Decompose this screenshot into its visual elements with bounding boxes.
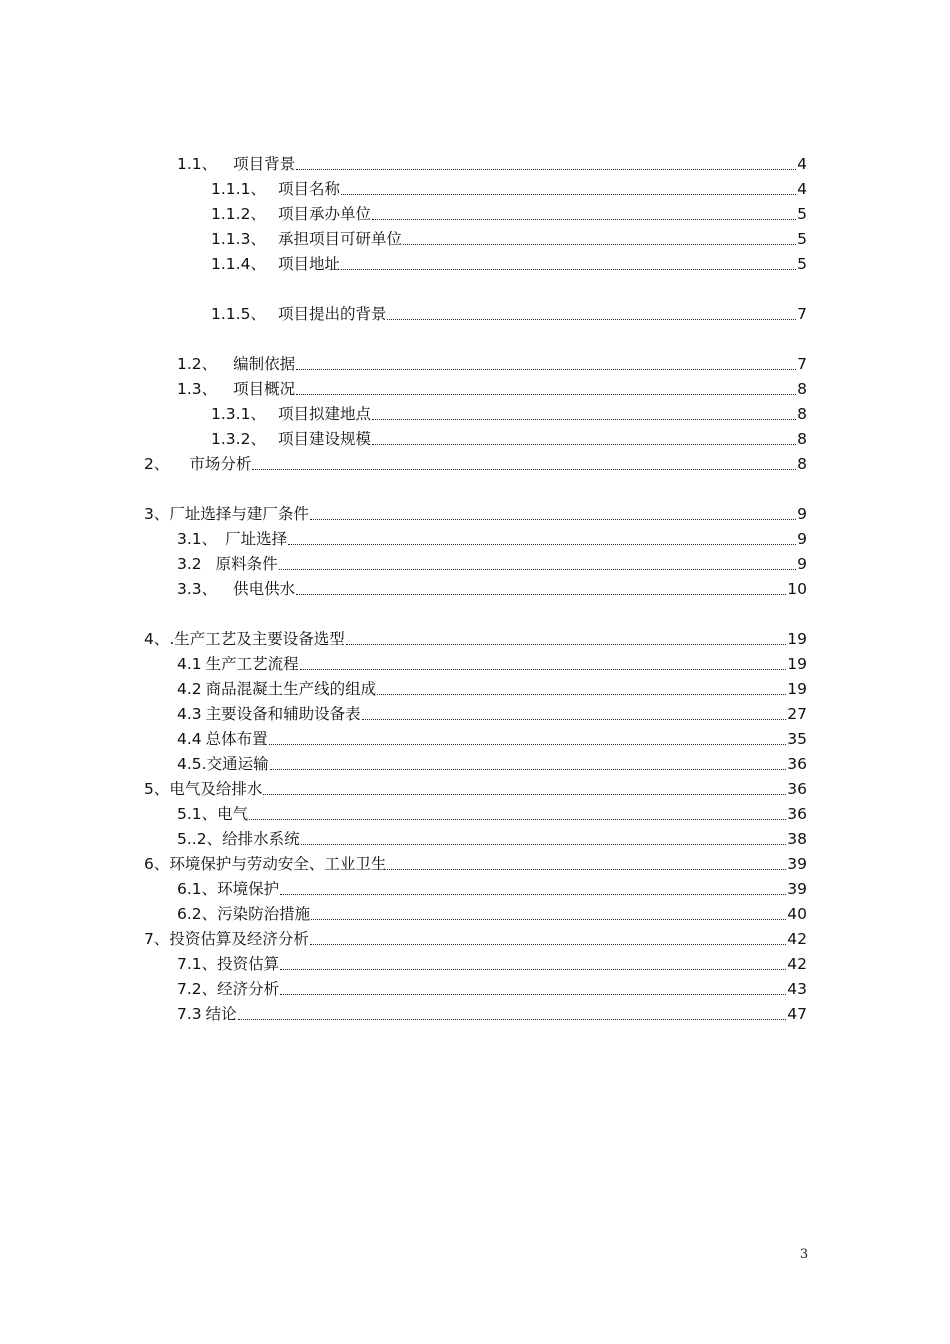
toc-entry-title: 电气 xyxy=(217,805,249,823)
toc-entry[interactable] xyxy=(177,875,807,899)
toc-entry[interactable] xyxy=(144,775,807,799)
toc-entry-number: 4.3 xyxy=(177,705,202,723)
toc-dot-leader xyxy=(301,844,787,845)
toc-entry[interactable] xyxy=(177,675,807,699)
toc-entry[interactable] xyxy=(144,625,807,649)
toc-entry-title: .生产工艺及主要设备选型 xyxy=(169,630,345,648)
toc-dot-leader xyxy=(296,169,796,170)
toc-entry-title: 总体布置 xyxy=(205,730,268,748)
toc-dot-leader xyxy=(310,944,786,945)
toc-entry-title: 主要设备和辅助设备表 xyxy=(205,705,361,723)
toc-entry-title: 承担项目可研单位 xyxy=(277,230,402,248)
toc-entry-number: 1.3.2、 xyxy=(211,430,266,448)
toc-entry-number: 3.2 xyxy=(177,555,202,573)
toc-entry[interactable] xyxy=(211,400,807,424)
toc-entry-number: 5、 xyxy=(144,780,170,798)
toc-entry-page: 10 xyxy=(787,580,807,598)
toc-entry-title: 污染防治措施 xyxy=(217,905,311,923)
toc-dot-leader xyxy=(280,969,786,970)
toc-entry-title: 结论 xyxy=(205,1005,237,1023)
toc-dot-leader xyxy=(377,694,786,695)
toc-dot-leader xyxy=(263,794,786,795)
toc-entry[interactable] xyxy=(177,650,807,674)
toc-entry-title: 项目地址 xyxy=(277,255,340,273)
toc-entry[interactable] xyxy=(211,300,807,324)
toc-entry-number: 7.3 xyxy=(177,1005,202,1023)
toc-entry-number: 6.2、 xyxy=(177,905,218,923)
toc-entry-title: 编制依据 xyxy=(233,355,296,373)
toc-dot-leader xyxy=(372,219,796,220)
toc-entry-title: 项目承办单位 xyxy=(277,205,371,223)
toc-entry[interactable] xyxy=(211,175,807,199)
toc-entry-number: 1.1.5、 xyxy=(211,305,266,323)
toc-entry-number: 6、 xyxy=(144,855,170,873)
toc-entry-number: 4.1 xyxy=(177,655,202,673)
toc-entry-page: 4 xyxy=(797,180,807,198)
toc-entry-title: 给排水系统 xyxy=(222,830,300,848)
toc-entry-page: 8 xyxy=(797,455,807,473)
toc-entry-page: 38 xyxy=(787,830,807,848)
toc-entry-page: 9 xyxy=(797,555,807,573)
toc-entry-number: 3、 xyxy=(144,505,170,523)
toc-entry-page: 9 xyxy=(797,530,807,548)
toc-entry[interactable] xyxy=(177,700,807,724)
toc-entry-number: 4、 xyxy=(144,630,170,648)
toc-entry-title: 投资估算 xyxy=(217,955,280,973)
toc-entry-page: 47 xyxy=(787,1005,807,1023)
toc-dot-leader xyxy=(300,669,787,670)
toc-entry-title: 项目名称 xyxy=(277,180,340,198)
toc-entry-page: 9 xyxy=(797,505,807,523)
toc-entry-page: 19 xyxy=(787,655,807,673)
toc-dot-leader xyxy=(280,894,786,895)
toc-dot-leader xyxy=(310,519,796,520)
toc-entry-title: 原料条件 xyxy=(215,555,278,573)
toc-entry-page: 39 xyxy=(787,880,807,898)
toc-entry-title: 投资估算及经济分析 xyxy=(169,930,309,948)
toc-entry-page: 7 xyxy=(797,305,807,323)
toc-entry-title: 电气及给排水 xyxy=(169,780,263,798)
toc-entry-title: 环境保护 xyxy=(217,880,280,898)
toc-entry-number: 4.2 xyxy=(177,680,202,698)
toc-entry-page: 35 xyxy=(787,730,807,748)
toc-entry-page: 40 xyxy=(787,905,807,923)
toc-entry-title: 生产工艺流程 xyxy=(205,655,299,673)
toc-entry[interactable] xyxy=(177,150,807,174)
toc-entry[interactable] xyxy=(177,1000,807,1024)
toc-dot-leader xyxy=(288,544,796,545)
toc-dot-leader xyxy=(270,769,787,770)
toc-entry[interactable] xyxy=(211,425,807,449)
toc-entry-title: 项目提出的背景 xyxy=(277,305,387,323)
toc-dot-leader xyxy=(372,419,796,420)
toc-entry-page: 5 xyxy=(797,230,807,248)
toc-entry[interactable] xyxy=(177,950,807,974)
toc-entry-number: 1.1.4、 xyxy=(211,255,266,273)
toc-dot-leader xyxy=(296,594,786,595)
toc-entry-number: 1.1.1、 xyxy=(211,180,266,198)
toc-entry[interactable] xyxy=(211,225,807,249)
toc-entry-page: 4 xyxy=(797,155,807,173)
toc-entry[interactable] xyxy=(177,800,807,824)
toc-entry-number: 1.1.2、 xyxy=(211,205,266,223)
toc-entry-page: 42 xyxy=(787,930,807,948)
toc-dot-leader xyxy=(387,319,796,320)
toc-entry-number: 7.2、 xyxy=(177,980,218,998)
toc-entry-number: 1.2、 xyxy=(177,355,218,373)
toc-dot-leader xyxy=(341,194,796,195)
toc-entry-title: 商品混凝土生产线的组成 xyxy=(205,680,377,698)
toc-entry-number: 7、 xyxy=(144,930,170,948)
toc-entry-page: 42 xyxy=(787,955,807,973)
toc-entry-number: 6.1、 xyxy=(177,880,218,898)
toc-entry[interactable] xyxy=(144,500,807,524)
toc-entry[interactable] xyxy=(177,725,807,749)
toc-dot-leader xyxy=(403,244,796,245)
toc-dot-leader xyxy=(249,819,786,820)
toc-entry[interactable] xyxy=(177,750,807,774)
toc-entry-number: 1.3.1、 xyxy=(211,405,266,423)
toc-entry[interactable] xyxy=(177,550,807,574)
toc-entry-number: 4.4 xyxy=(177,730,202,748)
toc-dot-leader xyxy=(296,394,796,395)
toc-entry-page: 19 xyxy=(787,630,807,648)
toc-entry[interactable] xyxy=(177,525,807,549)
toc-entry-number: 3.3、 xyxy=(177,580,218,598)
toc-entry[interactable] xyxy=(177,825,807,849)
toc-entry-title: 项目建设规模 xyxy=(277,430,371,448)
toc-dot-leader xyxy=(362,719,787,720)
toc-entry-number: 1.1、 xyxy=(177,155,218,173)
toc-entry-title: 项目拟建地点 xyxy=(277,405,371,423)
toc-entry-page: 7 xyxy=(797,355,807,373)
toc-dot-leader xyxy=(269,744,787,745)
toc-entry[interactable] xyxy=(177,350,807,374)
toc-entry[interactable] xyxy=(177,975,807,999)
toc-entry-title: 经济分析 xyxy=(217,980,280,998)
toc-entry-number: 1.3、 xyxy=(177,380,218,398)
toc-entry[interactable] xyxy=(144,925,807,949)
toc-entry-page: 36 xyxy=(787,755,807,773)
toc-entry-page: 5 xyxy=(797,205,807,223)
toc-dot-leader xyxy=(296,369,796,370)
toc-entry-title: 项目背景 xyxy=(233,155,296,173)
toc-entry-title: 项目概况 xyxy=(233,380,296,398)
toc-entry[interactable] xyxy=(211,250,807,274)
toc-entry-number: 5..2、 xyxy=(177,830,223,848)
toc-entry-title: 环境保护与劳动安全、工业卫生 xyxy=(169,855,387,873)
toc-entry-page: 43 xyxy=(787,980,807,998)
toc-entry-page: 36 xyxy=(787,780,807,798)
toc-dot-leader xyxy=(252,469,796,470)
toc-entry[interactable] xyxy=(177,375,807,399)
toc-entry-page: 8 xyxy=(797,405,807,423)
toc-dot-leader xyxy=(372,444,796,445)
toc-dot-leader xyxy=(311,919,786,920)
toc-dot-leader xyxy=(341,269,796,270)
toc-entry-number: 3.1、 xyxy=(177,530,218,548)
toc-entry-number: 7.1、 xyxy=(177,955,218,973)
toc-entry-title: 市场分析 xyxy=(189,455,252,473)
toc-entry[interactable] xyxy=(177,575,807,599)
toc-dot-leader xyxy=(387,869,786,870)
toc-dot-leader xyxy=(279,569,796,570)
toc-entry-page: 8 xyxy=(797,430,807,448)
toc-entry-page: 27 xyxy=(787,705,807,723)
toc-entry-page: 19 xyxy=(787,680,807,698)
toc-entry-page: 8 xyxy=(797,380,807,398)
toc-dot-leader xyxy=(238,1019,787,1020)
toc-entry-page: 39 xyxy=(787,855,807,873)
toc-entry-number: 5.1、 xyxy=(177,805,218,823)
toc-entry[interactable] xyxy=(144,850,807,874)
toc-entry-number: 4.5. xyxy=(177,755,207,773)
toc-entry[interactable] xyxy=(144,450,807,474)
toc-dot-leader xyxy=(280,994,786,995)
toc-entry-title: 厂址选择 xyxy=(225,530,288,548)
toc-entry-number: 2、 xyxy=(144,455,170,473)
toc-entry-number: 1.1.3、 xyxy=(211,230,266,248)
toc-entry[interactable] xyxy=(211,200,807,224)
toc-entry-title: 交通运输 xyxy=(206,755,269,773)
toc-entry-page: 5 xyxy=(797,255,807,273)
toc-entry-page: 36 xyxy=(787,805,807,823)
toc-entry-title: 供电供水 xyxy=(233,580,296,598)
page-number: 3 xyxy=(799,1247,809,1262)
toc-dot-leader xyxy=(346,644,786,645)
toc-entry[interactable] xyxy=(177,900,807,924)
toc-entry-title: 厂址选择与建厂条件 xyxy=(169,505,309,523)
